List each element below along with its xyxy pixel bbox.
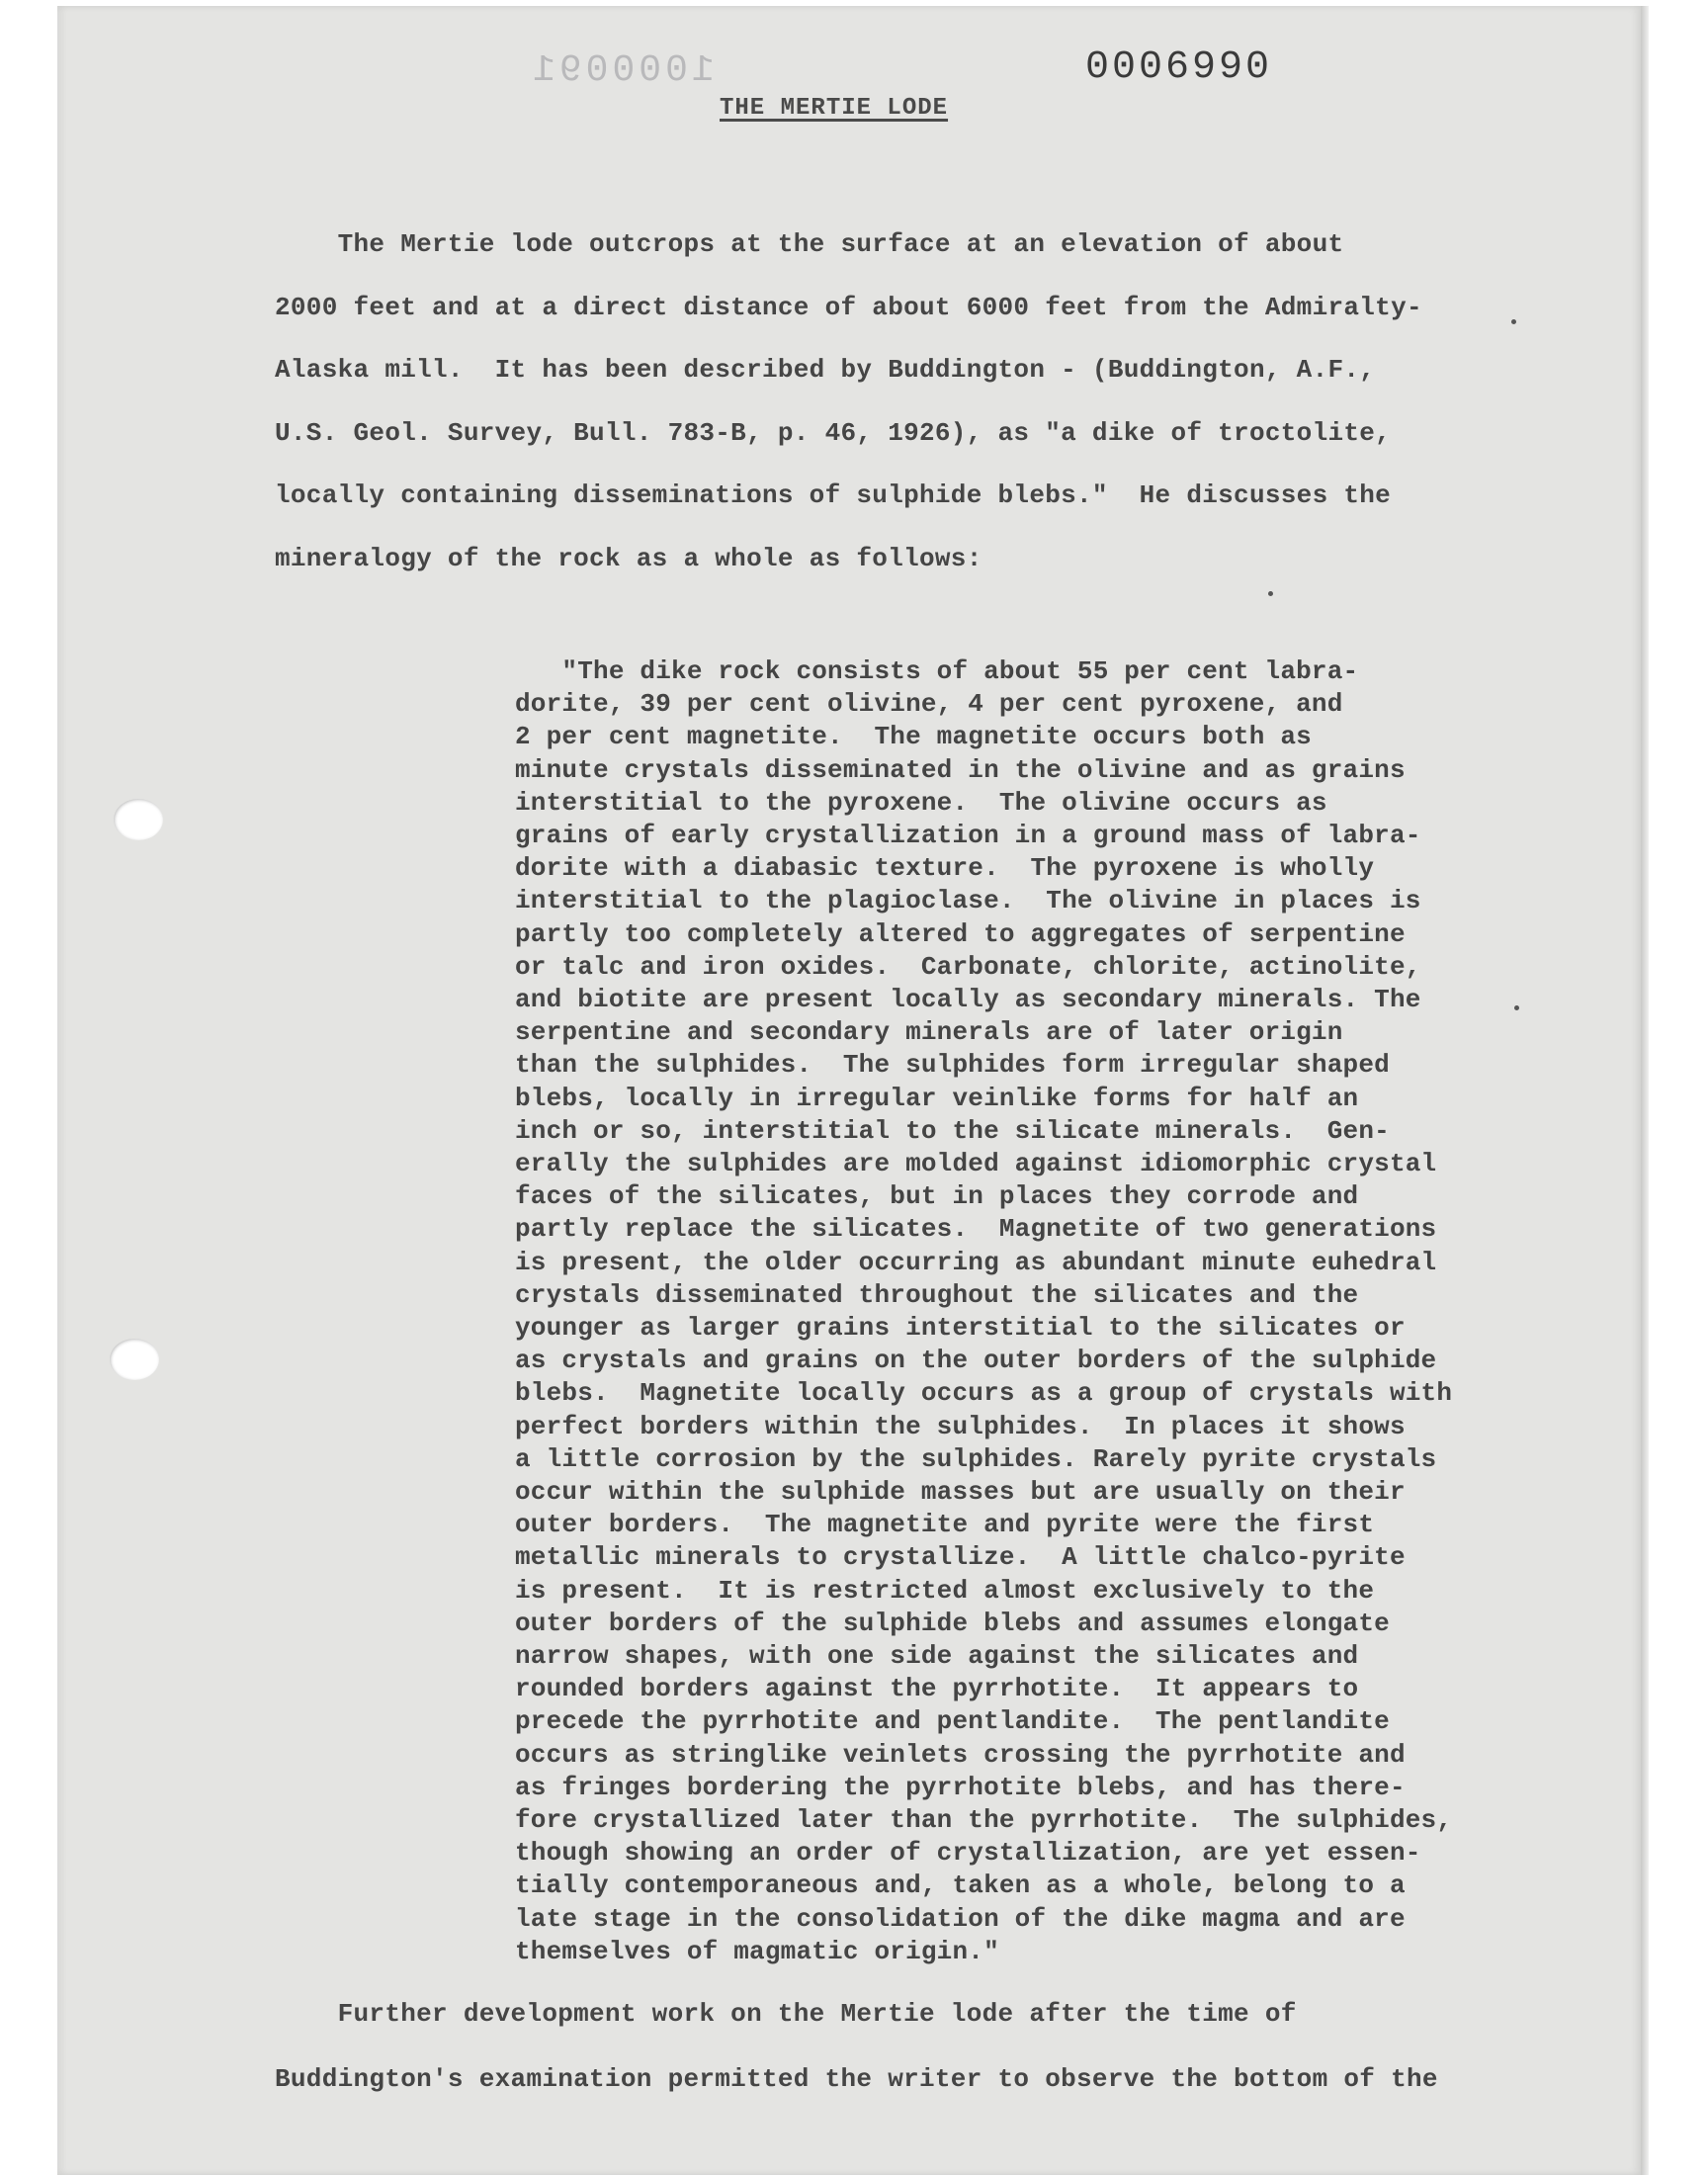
- scan-speck: [1511, 319, 1516, 324]
- text-line: interstitial to the plagioclase. The olivine in places is: [515, 886, 1421, 916]
- text-line: younger as larger grains interstitial to the silicates or: [515, 1313, 1406, 1343]
- text-line: partly too completely altered to aggregates of serpentine: [515, 918, 1406, 949]
- text-line: minute crystals disseminated in the olivine and as grains: [515, 754, 1406, 785]
- text-line: than the sulphides. The sulphides form irregular shaped: [515, 1050, 1390, 1081]
- text-line: outer borders of the sulphide blebs and assumes elongate: [515, 1608, 1390, 1638]
- text-line: 2 per cent magnetite. The magnetite occurs both as: [515, 722, 1312, 752]
- text-line: faces of the silicates, but in places they corrode and: [515, 1181, 1359, 1212]
- text-line: blebs. Magnetite locally occurs as a group of crystals with: [515, 1378, 1453, 1409]
- text-line: serpentine and secondary minerals are of later origin: [515, 1017, 1343, 1048]
- text-line: locally containing disseminations of sulphide blebs." He discusses the: [275, 480, 1392, 510]
- text-line: metallic minerals to crystallize. A little chalco-pyrite: [515, 1542, 1406, 1573]
- text-line: though showing an order of crystallization, are yet essen-: [515, 1838, 1421, 1869]
- page-number: 0006990: [1085, 45, 1273, 90]
- scan-speck: [1268, 591, 1273, 596]
- text-line: late stage in the consolidation of the dike magma and are: [515, 1903, 1406, 1934]
- text-line: interstitial to the pyroxene. The olivine occurs as: [515, 787, 1327, 818]
- text-line: inch or so, interstitial to the silicate minerals. Gen-: [515, 1115, 1390, 1146]
- text-line: as fringes bordering the pyrrhotite blebs, and has there-: [515, 1772, 1406, 1802]
- bleed-through-number: 1000091: [529, 49, 715, 92]
- page-edge-shadow: [1641, 6, 1649, 2175]
- text-line: tially contemporaneous and, taken as a whole, belong to a: [515, 1870, 1406, 1901]
- text-line: dorite, 39 per cent olivine, 4 per cent pyroxene, and: [515, 689, 1343, 720]
- text-line: The Mertie lode outcrops at the surface at an elevation of about: [275, 229, 1344, 259]
- page-title: THE MERTIE LODE: [720, 95, 949, 122]
- text-line: and biotite are present locally as secondary minerals. The: [515, 985, 1421, 1014]
- text-line: partly replace the silicates. Magnetite of two generations: [515, 1214, 1437, 1245]
- text-line: mineralogy of the rock as a whole as follows:: [275, 543, 982, 573]
- text-line: perfect borders within the sulphides. In places it shows: [515, 1411, 1406, 1441]
- text-line: fore crystallized later than the pyrrhotite. The sulphides,: [515, 1805, 1453, 1835]
- text-line: as crystals and grains on the outer borders of the sulphide: [515, 1346, 1437, 1376]
- text-line: dorite with a diabasic texture. The pyroxene is wholly: [515, 853, 1375, 884]
- text-line: Alaska mill. It has been described by Buddington - (Buddington, A.F.,: [275, 355, 1376, 385]
- text-line: Further development work on the Mertie lode after the time of: [275, 1999, 1297, 2029]
- text-line: rounded borders against the pyrrhotite. It appears to: [515, 1674, 1359, 1704]
- text-line: grains of early crystallization in a ground mass of labra-: [515, 821, 1421, 850]
- text-line: is present, the older occurring as abundant minute euhedral: [515, 1247, 1437, 1277]
- text-line: outer borders. The magnetite and pyrite were the first: [515, 1510, 1375, 1540]
- text-line: crystals disseminated throughout the silicates and the: [515, 1279, 1359, 1310]
- text-line: narrow shapes, with one side against the silicates and: [515, 1641, 1359, 1671]
- punch-hole-lower: [110, 1339, 159, 1380]
- text-line: 2000 feet and at a direct distance of about 6000 feet from the Admiralty-: [275, 292, 1422, 322]
- text-line: precede the pyrrhotite and pentlandite. The pentlandite: [515, 1706, 1390, 1737]
- text-line: a little corrosion by the sulphides. Rarely pyrite crystals: [515, 1443, 1437, 1474]
- text-line: erally the sulphides are molded against idiomorphic crystal: [515, 1149, 1437, 1178]
- text-line: occurs as stringlike veinlets crossing the pyrrhotite and: [515, 1739, 1406, 1770]
- text-line: blebs, locally in irregular veinlike forms for half an: [515, 1083, 1359, 1113]
- text-line: themselves of magmatic origin.": [515, 1936, 999, 1966]
- text-line: is present. It is restricted almost exclusively to the: [515, 1575, 1375, 1606]
- punch-hole-upper: [114, 799, 163, 840]
- text-line: Buddington's examination permitted the writer to observe the bottom of the: [275, 2064, 1438, 2094]
- text-line: occur within the sulphide masses but are usually on their: [515, 1477, 1406, 1507]
- scan-speck: [1514, 1005, 1519, 1010]
- text-line: "The dike rock consists of about 55 per cent labra-: [515, 656, 1359, 686]
- text-line: or talc and iron oxides. Carbonate, chlorite, actinolite,: [515, 951, 1421, 982]
- text-line: U.S. Geol. Survey, Bull. 783-B, p. 46, 1926), as "a dike of troctolite,: [275, 417, 1392, 448]
